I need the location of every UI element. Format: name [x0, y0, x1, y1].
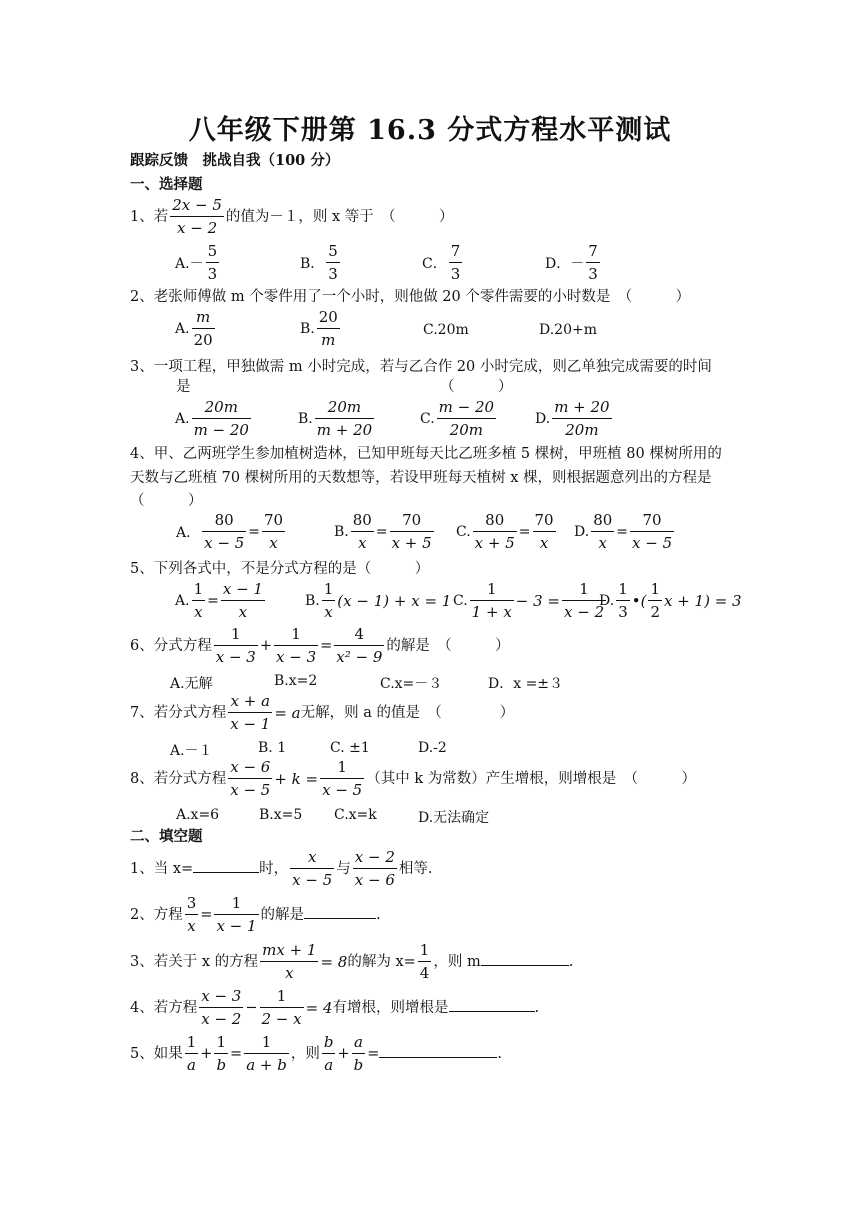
fill-question-1: 1、当 x= 时， $\frac{x}{x - 5}$ 与 $\frac{x - 2}{x - 6}$ 相等. — [130, 848, 433, 889]
fill-question-4: 4、若方程 $\frac{x - 3}{x - 2}$ − $\frac{1}{2 - x}$ = 4有增根，则增根是 . — [130, 987, 540, 1028]
option-c: C.20m — [423, 322, 469, 338]
option-b: B. $\frac{20}{m}$ — [300, 308, 338, 349]
question-3-line-2: 是 — [176, 379, 191, 395]
option-a: A. $\frac{m}{20}$ — [175, 308, 213, 349]
option-d: D．－ $\frac{7}{3}$ — [545, 242, 598, 283]
question-2: 2、老张师傅做 m 个零件用了一个小时，则他做 20 个零件需要的小时数是 （ ） — [130, 289, 691, 305]
option-c: C． $\frac{7}{3}$ — [422, 242, 461, 283]
option-c: C. $\frac{80}{x + 5}$ = $\frac{70}{x}$ — [456, 511, 554, 552]
answer-blank[interactable] — [379, 1043, 497, 1058]
question-1: 1、若 $\frac{2x - 5}{x - 2}$ 的值为－１，则 x 等于 （ ） — [130, 196, 454, 237]
fill-question-3: 3、若关于 x 的方程 $\frac{mx + 1}{x}$ = 8的解为 x= $\frac{1}{4}$ ，则 m . — [130, 941, 574, 982]
question-4-line-2: 天数与乙班植 70 棵树所用的天数想等，若设甲班每天植树 x 棵，则根据题意列出的方程是 — [130, 470, 712, 486]
page-title: 八年级下册第 16.3 分式方程水平测试 — [188, 115, 672, 146]
option-c: C. $\frac{1}{1 + x}$ − 3 = $\frac{1}{x - 2}$ — [453, 580, 605, 621]
fraction: $\frac{2x - 5}{x - 2}$ — [172, 196, 222, 237]
option-d: D. $\frac{80}{x}$ = $\frac{70}{x - 5}$ — [574, 511, 673, 552]
answer-blank[interactable] — [193, 858, 259, 873]
fill-question-2: 2、方程 $\frac{3}{x}$ = $\frac{1}{x - 1}$ 的解是 . — [130, 894, 381, 935]
option-c: C. $\frac{m - 20}{20m}$ — [420, 398, 495, 439]
question-4-line-1: 4、甲、乙两班学生参加植树造林，已知甲班每天比乙班多植 5 棵树，甲班植 80 棵树所用的 — [130, 446, 722, 462]
option-d: D.20+m — [539, 322, 597, 338]
answer-blank[interactable] — [304, 904, 376, 919]
option-c: C.x=－３ — [380, 676, 443, 692]
option-b: B. $\frac{1}{x}$ (x − 1) + x = 1 — [305, 580, 452, 621]
question-3-paren: （ ） — [440, 379, 513, 395]
option-a: A. $\frac{1}{x}$ = $\frac{x - 1}{x}$ — [175, 580, 263, 621]
option-a: A.－ $\frac{5}{3}$ — [175, 242, 218, 283]
subtitle: 跟踪反馈 挑战自我（100 分） — [130, 152, 340, 169]
question-7: 7、若分式方程 $\frac{x + a}{x - 1}$ = a无解，则 a 的值是 （ ） — [130, 692, 515, 733]
section-fill-heading: 二、填空题 — [130, 828, 203, 845]
question-8: 8、若分式方程 $\frac{x - 6}{x - 5}$ + k = $\frac{1}{x - 5}$ （其中 k 为常数）产生增根，则增根是 （ ） — [130, 758, 696, 799]
question-4-line-3: （ ） — [130, 493, 203, 509]
answer-blank[interactable] — [449, 997, 535, 1012]
question-5: 5、下列各式中，不是分式方程的是（ ） — [130, 561, 430, 577]
option-d: D.-2 — [418, 740, 447, 756]
question-6: 6、分式方程 $\frac{1}{x - 3}$ + $\frac{1}{x - 3}$ = $\frac{4}{\text{x² − 9}}$ 的解是 （ ） — [130, 625, 510, 666]
option-b: B. $\frac{20m}{m + 20}$ — [298, 398, 373, 439]
option-a: A.－１ — [170, 743, 213, 759]
option-d: D. $\frac{m + 20}{20m}$ — [535, 398, 610, 439]
answer-blank[interactable] — [481, 951, 569, 966]
option-a: A. $\frac{20m}{m - 20}$ — [175, 398, 249, 439]
option-b: B.x=5 — [259, 807, 303, 823]
option-b: B. 1 — [258, 740, 287, 756]
option-c: C.x=k — [334, 807, 377, 823]
option-b: B.x=2 — [274, 673, 318, 689]
option-a: A.x=6 — [176, 807, 220, 823]
option-b: B． $\frac{5}{3}$ — [300, 242, 338, 283]
option-d: D. $\frac{1}{3}$ •( $\frac{1}{2}$ x + 1) = 3 — [599, 580, 742, 621]
option-c: C. ±1 — [330, 740, 370, 756]
option-b: B. $\frac{80}{x}$ = $\frac{70}{x + 5}$ — [334, 511, 432, 552]
option-d: D．x =±３ — [488, 676, 564, 692]
fill-question-5: 5、如果 $\frac{1}{a}$ + $\frac{1}{b}$ = $\frac{1}{a + b}$ ，则 $\frac{b}{a}$ + $\frac{a}{b}$ = . — [130, 1033, 502, 1074]
section-choice-heading: 一、选择题 — [130, 176, 203, 193]
option-a: A． $\frac{80}{x - 5}$ = $\frac{70}{x}$ — [176, 511, 284, 552]
option-d: D.无法确定 — [418, 810, 490, 826]
question-3-line-1: 3、一项工程，甲独做需 m 小时完成，若与乙合作 20 小时完成，则乙单独完成需要的时间 — [130, 359, 712, 375]
option-a: A.无解 — [170, 676, 213, 692]
